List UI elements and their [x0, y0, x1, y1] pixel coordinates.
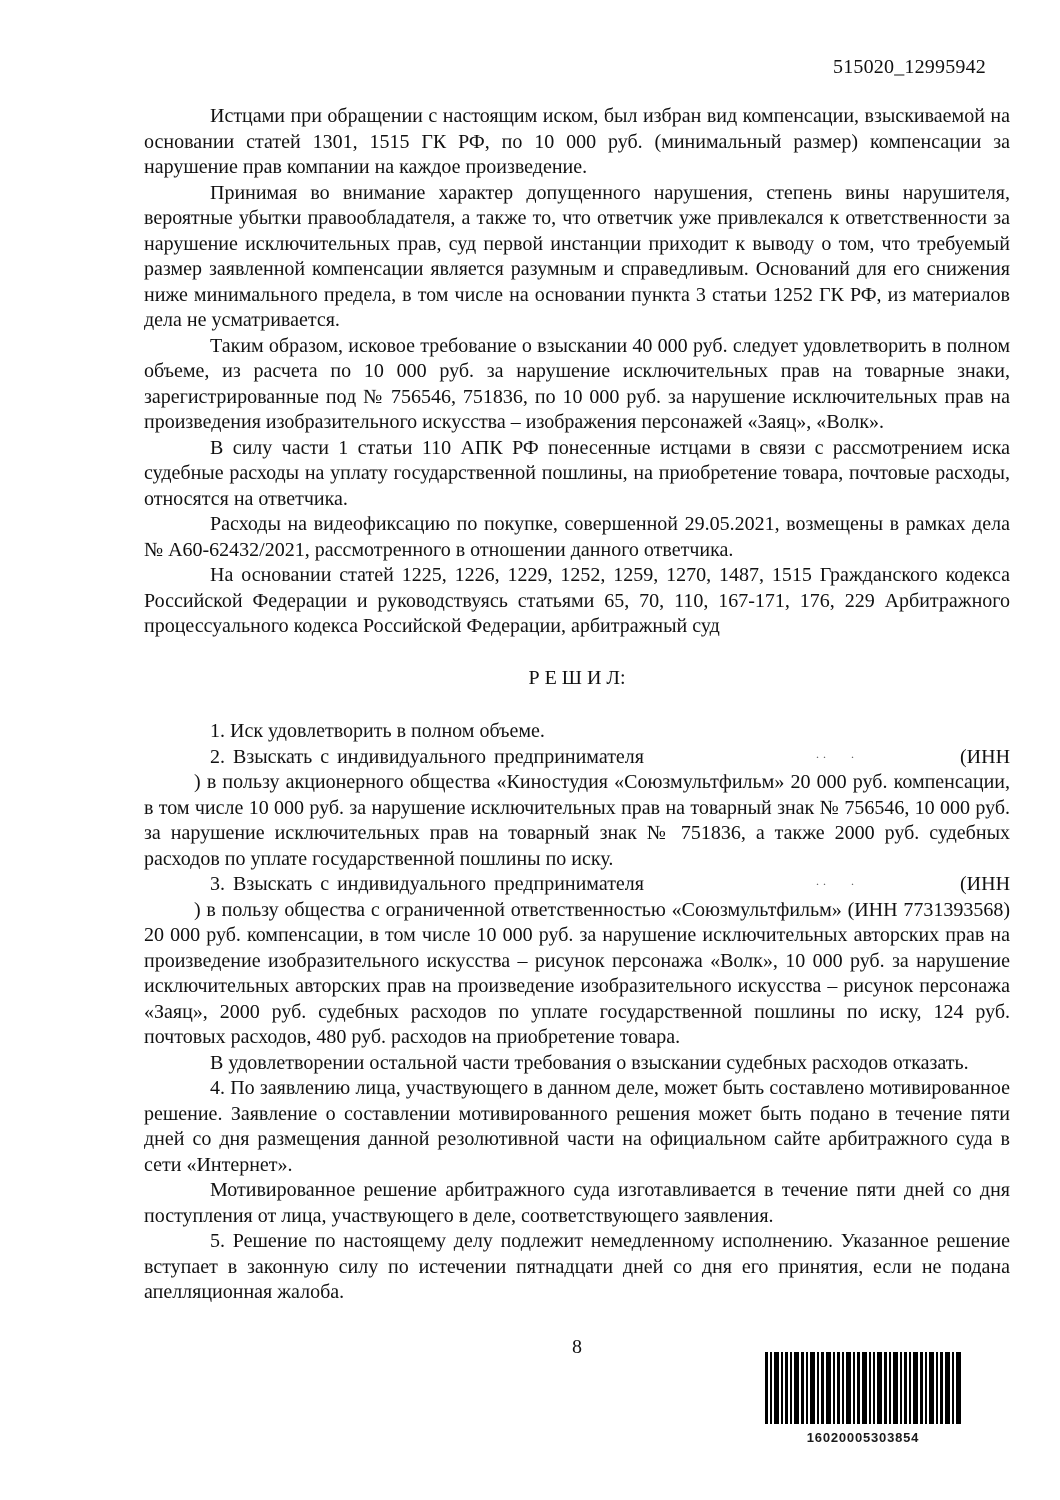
resolution-item-3: [144, 872, 1010, 1051]
resolution-item-3-text-start: 3. Взыскать с индивидуального предпринимателя: [210, 873, 644, 895]
paragraph-claim-amount: Таким образом, исковое требование о взыскании 40 000 руб. следует удовлетворить в полном объеме, из расчета по 10 000 руб. за нарушение исключительных прав на товарные знаки, зарегистрированные под № 756546, 751836, по 10 000 руб. за нарушение исключительных прав на произведения изобразительного искусства – изображения персонажей «Заяц», «Волк».: [144, 334, 1010, 433]
paragraph-court-costs: В силу части 1 статьи 110 АПК РФ понесенные истцами в связи с рассмотрением иска судебные расходы на уплату государственной пошлины, на приобретение товара, почтовые расходы, относятся на ответчика.: [144, 436, 1010, 510]
resolution-item-2: [144, 745, 1010, 873]
resolution-item-4: 4. По заявлению лица, участвующего в данном деле, может быть составлено мотивированное решение. Заявление о составлении мотивированного решения может быть подано в течение пяти дней со дня размещения данной резолютивной части на официальном сайте арбитражного суда в сети «Интернет».: [144, 1077, 1010, 1176]
resolution-heading: Р Е Ш И Л:: [528, 666, 626, 689]
resolution-item-5: 5. Решение по настоящему делу подлежит немедленному исполнению. Указанное решение вступает в законную силу по истечении пятнадцати дней со дня его принятия, если не подана апелляционная жалоба.: [144, 1230, 1010, 1303]
paragraph-legal-basis: На основании статей 1225, 1226, 1229, 1252, 1259, 1270, 1487, 1515 Гражданского кодекса Российской Федерации и руководствуясь статьями 65, 70, 110, 167-171, 176, 229 Арбитражного процессуального кодекса Российской Федерации, арбитражный суд: [144, 564, 1010, 637]
resolution-item-refusal: В удовлетворении остальной части требования о взыскании судебных расходов отказать.: [210, 1051, 969, 1074]
paragraph-video-costs: Расходы на видеофиксацию по покупке, совершенной 29.05.2021, возмещены в рамках дела № А60-62432/2021, рассмотренного в отношении данного ответчика.: [144, 513, 1010, 561]
paragraph-compensation-type: Истцами при обращении с настоящим иском, был избран вид компенсации, взыскиваемой на основании статей 1301, 1515 ГК РФ, по 10 000 руб. (минимальный размер) компенсации за нарушение прав компании на каждое произведение.: [144, 105, 1010, 178]
redacted-defendant-name: · · ·: [815, 878, 855, 890]
resolution-item-2-text-start: 2. Взыскать с индивидуального предпринимателя: [210, 745, 644, 768]
document-number: 515020_12995942: [833, 56, 986, 78]
resolution-item-3-text-end: ) в пользу общества с ограниченной ответственностью «Союзмультфильм» (ИНН 7731393568) 20 000 руб. компенсации, в том числе 10 000 руб. за нарушение исключительных авторских прав на произведение изобразительного искусства – рисунок персонажа «Волк», 10 000 руб. за нарушение исключительных авторских прав на произведение изобразительного искусства – рисунок персонажа «Заяц», 2000 руб. судебных расходов по уплате государственной пошлины по иску, 124 руб. почтовых расходов, 480 руб. расходов на приобретение товара.: [144, 898, 1010, 1048]
page-number: 8: [572, 1336, 582, 1358]
barcode-image: [765, 1352, 961, 1424]
resolution-item-3-inn-label: (ИНН: [960, 873, 1011, 895]
resolution-item-2-text-end: ) в пользу акционерного общества «Киностудия «Союзмультфильм» 20 000 руб. компенсации, в том числе 10 000 руб. за нарушение исключительных прав на товарный знак № 756546, 10 000 руб. за нарушение исключительных прав на товарный знак № 751836, а также 2000 руб. судебных расходов по уплате государственной пошлины по иску.: [144, 771, 1010, 870]
document-body: [144, 104, 1010, 1306]
barcode-number: 16020005303854: [806, 1430, 920, 1445]
resolution-item-motivated-decision: Мотивированное решение арбитражного суда изготавливается в течение пяти дней со дня поступления от лица, участвующего в деле, соответствующего заявления.: [144, 1179, 1010, 1227]
resolution-item-2-inn-label: (ИНН: [960, 745, 1011, 768]
resolution-item-1: 1. Иск удовлетворить в полном объеме.: [210, 720, 545, 742]
barcode: [765, 1352, 961, 1445]
paragraph-violation-assessment: Принимая во внимание характер допущенного нарушения, степень вины нарушителя, вероятные убытки правообладателя, а также то, что ответчик уже привлекался к ответственности за нарушение исключительных прав, суд первой инстанции приходит к выводу о том, что требуемый размер заявленной компенсации является разумным и справедливым. Оснований для его снижения ниже минимального предела, в том числе на основании пункта 3 статьи 1252 ГК РФ, из материалов дела не усматривается.: [144, 181, 1010, 331]
redacted-defendant-name: · · ·: [815, 750, 855, 763]
